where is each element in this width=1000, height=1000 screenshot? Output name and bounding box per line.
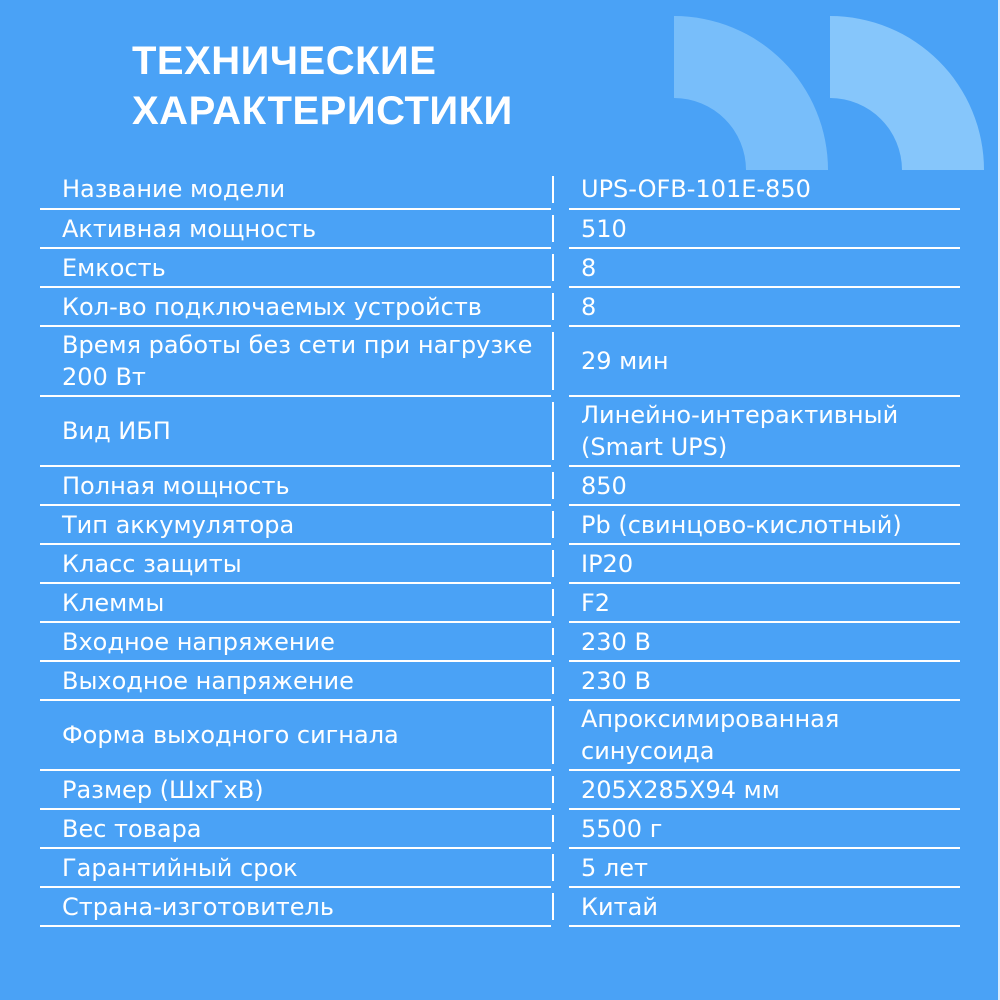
spec-name: Форма выходного сигнала (62, 721, 399, 749)
quote-mark-right (830, 16, 984, 170)
table-row (40, 583, 960, 622)
spec-name: Активная мощность (62, 214, 317, 243)
spec-name: Полная мощность (62, 471, 290, 500)
column-divider (551, 396, 569, 466)
spec-value: 8 (581, 292, 597, 321)
spec-name: Емкость (62, 253, 166, 282)
column-divider (551, 661, 569, 700)
table-row (40, 209, 960, 248)
spec-name: Клеммы (62, 588, 165, 617)
spec-name: Время работы без сети при нагрузке 200 Вт (62, 331, 533, 391)
spec-value: Pb (свинцово-кислотный) (581, 510, 902, 539)
table-row (40, 622, 960, 661)
spec-name: Вес товара (62, 814, 202, 843)
column-divider (551, 466, 569, 505)
spec-value: 5500 г (581, 814, 663, 843)
spec-value: 5 лет (581, 853, 648, 882)
column-divider (551, 544, 569, 583)
spec-value: 29 мин (581, 347, 669, 375)
specifications-table (40, 170, 960, 927)
table-row (40, 770, 960, 809)
spec-value: 205Х285Х94 мм (581, 775, 780, 804)
table-row (40, 326, 960, 396)
spec-value: UPS-OFB-101E-850 (581, 175, 811, 203)
spec-name: Тип аккумулятора (62, 510, 295, 539)
spec-name: Гарантийный срок (62, 853, 298, 882)
spec-value: Китай (581, 892, 658, 921)
spec-value: 510 (581, 214, 627, 243)
spec-name: Кол-во подключаемых устройств (62, 292, 482, 321)
table-row (40, 700, 960, 770)
column-divider (551, 287, 569, 326)
spec-value: Апроксимированная синусоида (581, 705, 840, 765)
table-row (40, 544, 960, 583)
spec-name: Размер (ШхГхВ) (62, 775, 264, 804)
column-divider (551, 583, 569, 622)
column-divider (551, 770, 569, 809)
column-divider (551, 887, 569, 926)
spec-value: IP20 (581, 549, 634, 578)
quote-marks-decoration (670, 16, 990, 176)
spec-value: Линейно-интерактивный (Smart UPS) (581, 401, 899, 461)
spec-name: Класс защиты (62, 549, 242, 578)
spec-value: 230 В (581, 666, 651, 695)
spec-name: Входное напряжение (62, 627, 335, 656)
table-row (40, 887, 960, 926)
table-row (40, 809, 960, 848)
quote-mark-left (674, 16, 828, 170)
table-row (40, 505, 960, 544)
column-divider (551, 170, 569, 209)
column-divider (551, 809, 569, 848)
column-divider (551, 622, 569, 661)
spec-name: Название модели (62, 175, 286, 203)
column-divider (551, 248, 569, 287)
page-title-line-1: ТЕХНИЧЕСКИЕ (132, 39, 437, 83)
table-row (40, 287, 960, 326)
table-row (40, 170, 960, 209)
table-row (40, 848, 960, 887)
table-row (40, 248, 960, 287)
spec-value: 850 (581, 471, 627, 500)
spec-name: Вид ИБП (62, 417, 171, 445)
spec-name: Страна-изготовитель (62, 892, 335, 921)
spec-value: 8 (581, 253, 597, 282)
page-title-line-2: ХАРАКТЕРИСТИКИ (132, 89, 513, 133)
spec-value: 230 В (581, 627, 651, 656)
spec-name: Выходное напряжение (62, 666, 354, 695)
column-divider (551, 326, 569, 396)
column-divider (551, 209, 569, 248)
table-row (40, 396, 960, 466)
table-row (40, 661, 960, 700)
column-divider (551, 700, 569, 770)
page-title (132, 36, 513, 136)
column-divider (551, 505, 569, 544)
column-divider (551, 848, 569, 887)
table-row (40, 466, 960, 505)
spec-value: F2 (581, 588, 611, 617)
